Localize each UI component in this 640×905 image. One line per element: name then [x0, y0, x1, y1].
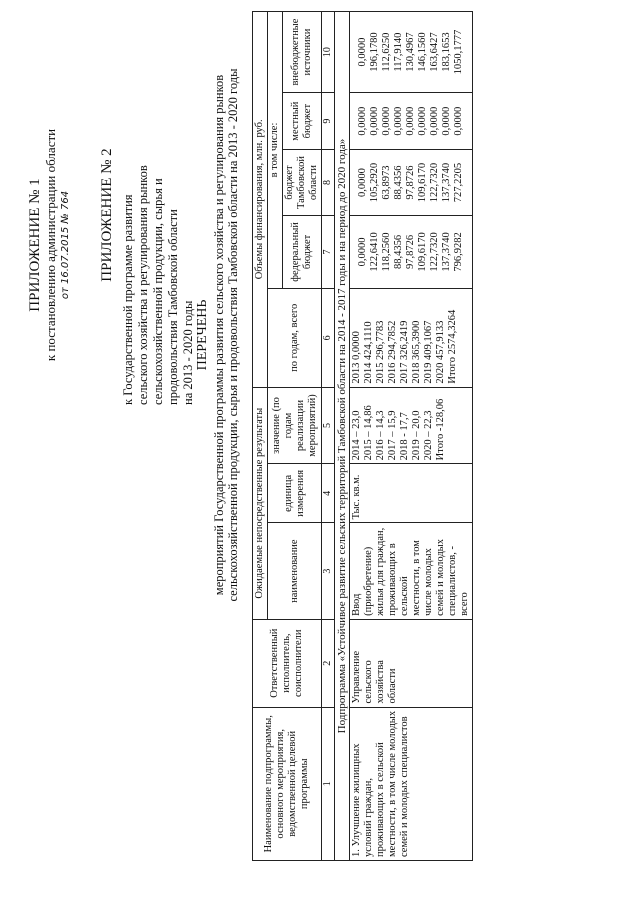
local-value: 0,0000: [405, 106, 416, 136]
appendix-1-line: к постановлению администрации области: [43, 128, 58, 362]
year-total: Итого 2574,3264: [447, 309, 458, 384]
local-cell: [350, 93, 473, 150]
document-title: [196, 15, 240, 655]
extrabudget-value: 117,9140: [393, 32, 404, 72]
header-federal: федеральный бюджет: [283, 215, 322, 288]
header-result-value: значение (по годам реализации мероприятий): [268, 387, 322, 464]
regional-value: 63,8973: [381, 165, 392, 200]
extrabudget-value: 163,6427: [429, 32, 440, 72]
appendix-2-title: ПРИЛОЖЕНИЕ № 2: [99, 148, 115, 282]
extrabudget-value: 146,1560: [417, 32, 428, 72]
extrabudget-value: 130,4967: [405, 32, 416, 72]
financing-total-cell: [350, 288, 473, 387]
regional-value: 0,0000: [357, 168, 368, 197]
federal-value: 109,6170: [417, 232, 428, 272]
header-results-group: Ожидаемые непосредственные результаты: [253, 387, 268, 619]
local-value: 0,0000: [357, 106, 368, 136]
column-number: 4: [322, 464, 335, 523]
column-number: 8: [322, 150, 335, 216]
extrabudget-cell: [350, 12, 473, 93]
extrabudget-value: 196,1780: [369, 32, 380, 72]
local-value: 0,0000: [453, 106, 464, 136]
result-value: 2020 – 22,3: [423, 410, 434, 461]
header-executor: Ответственный исполнитель, соисполнители: [253, 619, 322, 707]
regional-value: 727,2205: [453, 162, 464, 203]
header-result-unit: единица измерения: [268, 464, 322, 523]
year-total: 2017 326,2419: [399, 320, 410, 384]
result-value: 2016 – 14,3: [375, 410, 386, 461]
result-values-cell: [350, 387, 473, 464]
header-local: местный бюджет: [283, 93, 322, 150]
header-result-name: наименование: [268, 523, 322, 619]
regional-value: 109,6170: [417, 162, 428, 203]
header-regional: бюджет Тамбовской области: [283, 150, 322, 216]
measure-name: Улучшение жилищных условий граждан, проживающих в сельской местности, в том числе молодых семей и молодых специалистов: [351, 710, 410, 857]
column-number: 3: [322, 523, 335, 619]
subprogram-title: Подпрограмма «Устойчивое развитие сельских территорий Тамбовской области на 2014 - 2017 годы и на период до 2020 года»: [335, 12, 350, 861]
extrabudget-value: 1050,1777: [453, 29, 464, 75]
local-value: 0,0000: [429, 106, 440, 136]
regional-value: 88,4356: [393, 165, 404, 200]
local-value: 0,0000: [393, 106, 404, 136]
header-name: Наименование подпрограммы, основного мероприятия, ведомственной целевой программы: [253, 707, 322, 860]
regional-value: 105,2920: [369, 162, 380, 203]
measure-name-cell: [350, 707, 473, 860]
year-total: 2020 457,9133: [435, 320, 446, 384]
result-name-cell: Ввод (приобретение) жилья для граждан, проживающих в сельской местности, в том числе молодых семей и молодых специалистов, - всего: [350, 523, 473, 619]
federal-cell: [350, 215, 473, 288]
appendix-1-title: ПРИЛОЖЕНИЕ № 1: [27, 178, 43, 312]
appendix-2-line: на 2013 - 2020 годы: [181, 300, 195, 405]
header-financing-total: по годам, всего: [268, 288, 322, 387]
appendix-1-header: [28, 25, 73, 465]
regional-value: 97,8726: [405, 165, 416, 200]
extrabudget-value: 0,0000: [357, 37, 368, 67]
federal-value: 796,9282: [453, 232, 464, 272]
title-line: сельскохозяйственной продукции, сырья и продовольствия Тамбовской области на 2013 - 2020 годы: [226, 68, 240, 602]
year-total: 2018 365,3900: [411, 320, 422, 384]
result-unit-cell: Тыс. кв.м.: [350, 464, 473, 523]
appendix-2-line: сельскохозяйственной продукции, сырья и: [151, 178, 165, 405]
result-value: 2017 – 15,9: [387, 410, 398, 461]
column-number: 10: [322, 12, 335, 93]
column-number: 2: [322, 619, 335, 707]
federal-value: 118,2560: [381, 232, 392, 272]
appendix-2-line: к Государственной программе развития: [121, 194, 135, 405]
year-total: 2013 0,0000: [351, 331, 362, 384]
row-number: 1.: [351, 849, 362, 857]
measures-table: [252, 11, 473, 861]
local-value: 0,0000: [417, 106, 428, 136]
year-total: 2015 296,7783: [375, 320, 386, 384]
title-main: ПЕРЕЧЕНЬ: [195, 299, 210, 371]
federal-value: 88,4356: [393, 234, 404, 270]
regional-value: 122,7320: [429, 162, 440, 203]
header-extrabudget: внебюджетные источники: [283, 12, 322, 93]
year-total: 2016 294,7852: [387, 320, 398, 384]
federal-value: 122,6410: [369, 232, 380, 272]
federal-value: 122,7320: [429, 232, 440, 272]
appendix-2-header: [100, 25, 196, 405]
federal-value: 137,3740: [441, 232, 452, 272]
title-line: мероприятий Государственной программы развития сельского хозяйства и регулирования рынков: [212, 74, 226, 596]
column-number: 7: [322, 215, 335, 288]
result-value: 2014 – 23,0: [351, 410, 362, 461]
federal-value: 0,0000: [357, 237, 368, 267]
extrabudget-value: 183,1653: [441, 32, 452, 72]
header-including: в том числе:: [268, 12, 283, 289]
federal-value: 97,8726: [405, 234, 416, 270]
table-row: [350, 12, 473, 861]
appendix-2-line: сельского хозяйства и регулирования рынков: [136, 165, 150, 405]
regional-cell: [350, 150, 473, 216]
result-value: 2018 - 17,7: [399, 412, 410, 461]
column-number: 6: [322, 288, 335, 387]
header-financing-group: Объемы финансирования, млн. руб.: [253, 12, 268, 388]
local-value: 0,0000: [441, 106, 452, 136]
column-number: 9: [322, 93, 335, 150]
result-value: Итого -128,06: [435, 398, 446, 461]
regional-value: 137,3740: [441, 162, 452, 203]
result-value: 2015 – 14,86: [363, 405, 374, 461]
handwritten-date: от 16.07.2015 № 764: [60, 190, 71, 300]
year-total: 2014 424,1110: [363, 321, 374, 384]
column-number: 5: [322, 387, 335, 464]
year-total: 2019 409,1067: [423, 320, 434, 384]
executor-cell: Управление сельского хозяйства области: [350, 619, 473, 707]
local-value: 0,0000: [369, 106, 380, 136]
column-number: 1: [322, 707, 335, 860]
extrabudget-value: 112,6250: [381, 32, 392, 72]
result-value: 2019 – 20,0: [411, 410, 422, 461]
appendix-2-line: продовольствия Тамбовской области: [166, 209, 180, 405]
local-value: 0,0000: [381, 106, 392, 136]
